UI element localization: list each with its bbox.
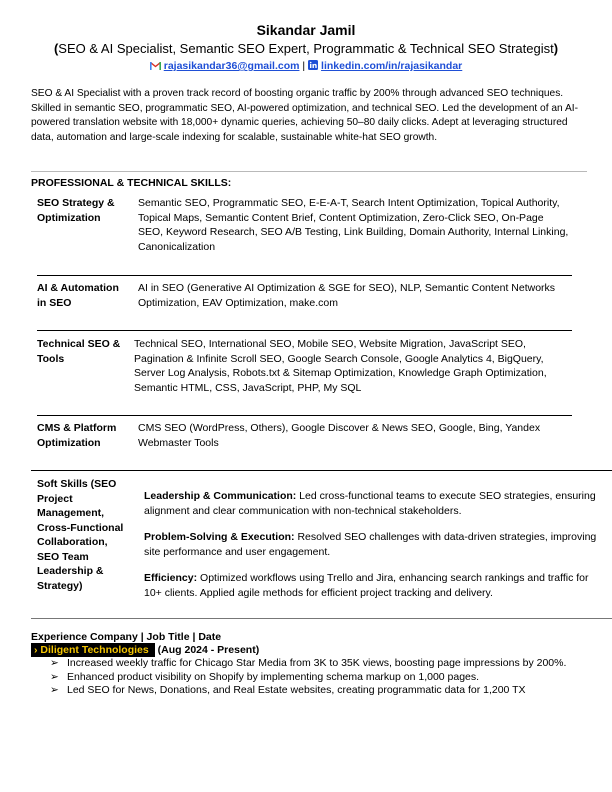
skill-category-text: CMS SEO (WordPress, Others), Google Discover & News SEO, Google, Bing, Yandex Webmaster Tools	[138, 422, 541, 449]
skills-row-divider	[37, 415, 572, 416]
soft-skill-item: Efficiency: Optimized workflows using Trello and Jira, enhancing search rankings and traffic for 10+ clients. Applied agile methods for efficient project tracking and delivery.	[144, 572, 589, 599]
skills-section-title: PROFESSIONAL & TECHNICAL SKILLS:	[31, 177, 232, 189]
skill-category-text: Technical SEO, International SEO, Mobile SEO, Website Migration, JavaScript SEO, Pagination & Infinite Scroll SEO, Google Search Console, Google Analytics 4, BigQuery, Server Log Analysis, Robots.txt & Sitemap Optimization, Knowledge Graph Optimization, Semantic HTML, CSS, JavaScript, PHP, My SQL	[134, 338, 547, 394]
section-divider	[31, 171, 587, 172]
contact-line	[0, 60, 612, 73]
email-link[interactable]: rajasikandar36@gmail.com	[163, 60, 300, 72]
contact-separator: |	[302, 60, 306, 72]
list-item: ➢ Increased weekly traffic for Chicago Star Media from 3K to 35K views, boosting page impressions by 200%.	[50, 657, 567, 669]
soft-skill-item: Problem-Solving & Execution: Resolved SEO challenges with data-driven strategies, improving site performance and user engagement.	[144, 531, 597, 558]
skills-row-divider	[31, 618, 612, 619]
skill-category-label: Technical SEO & Tools	[37, 338, 121, 365]
candidate-tagline: (SEO & AI Specialist, Semantic SEO Expert, Programmatic & Technical SEO Strategist)	[53, 41, 559, 56]
skill-category-label: AI & Automation in SEO	[37, 282, 119, 309]
soft-skill-item: Leadership & Communication: Led cross-functional teams to execute SEO strategies, ensuring alignment and clear communication with non-technical stakeholders.	[144, 490, 596, 517]
skill-category-label: CMS & Platform Optimization	[37, 422, 117, 449]
soft-skills-label: Soft Skills (SEO Project Management, Cross-Functional Collaboration, SEO Team Leadership & Strategy)	[37, 478, 124, 592]
professional-summary: SEO & AI Specialist with a proven track record of boosting organic traffic by 200% through advanced SEO techniques. Skilled in semantic SEO, programmatic SEO, AI-powered optimization, and technical SEO. Led the development of an AI-powered translation website with 18,000+ dynamic queries, achieving 50–80 daily clicks. Adept at leveraging structured data, automation and large-scale indexing for scalable, sustainable white-hat SEO growth.	[31, 88, 579, 143]
job-dates: (Aug 2024 - Present)	[157, 644, 260, 656]
gmail-icon	[150, 61, 161, 73]
company-badge: › Diligent Technologies	[31, 643, 155, 657]
skill-category-label: SEO Strategy & Optimization	[37, 197, 115, 224]
skills-row-divider	[37, 330, 572, 331]
candidate-name: Sikandar Jamil	[256, 22, 356, 38]
list-item: ➢ Enhanced product visibility on Shopify by implementing schema markup on 1,000 pages.	[50, 670, 480, 683]
linkedin-icon	[308, 60, 318, 73]
skills-row-divider	[37, 275, 572, 276]
skill-category-text: Semantic SEO, Programmatic SEO, E-E-A-T, Search Intent Optimization, Topical Authority, Topical Maps, Semantic Content Brief, Content Optimization, Zero-Click SEO, On-Page SEO, Keyword Research, SEO A/B Testing, Link Building, Domain Authority, Internal Linking, Canonicalization	[138, 197, 569, 253]
experience-section-title: Experience Company | Job Title | Date	[31, 631, 222, 643]
list-item: ➢ Led SEO for News, Donations, and Real Estate websites, creating programmatic data for 1,200 TX	[50, 684, 526, 696]
skills-row-divider	[31, 470, 612, 471]
experience-bullets	[50, 657, 570, 698]
linkedin-link[interactable]: linkedin.com/in/rajasikandar	[321, 60, 463, 72]
skill-category-text: AI in SEO (Generative AI Optimization & SGE for SEO), NLP, Semantic Content Networks Optimization, EAV Optimization, make.com	[138, 282, 556, 309]
soft-skills-list	[144, 489, 600, 612]
company-line	[31, 644, 259, 656]
